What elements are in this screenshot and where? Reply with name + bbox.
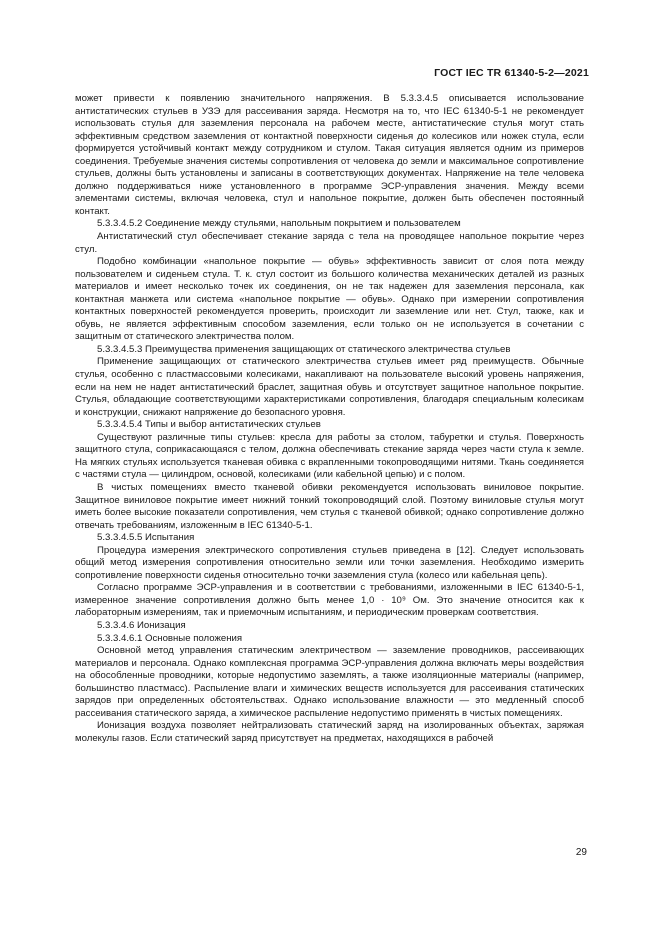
paragraph: Ионизация воздуха позволяет нейтрализовать статический заряд на изолированных объектах, заряжая молекулы газов. Если статический заряд присутствует на предметах, находящихся в рабочей (75, 720, 584, 744)
section-heading: 5.3.3.4.5.3 Преимущества применения защищающих от статического электричества стульев (97, 343, 511, 355)
paragraph: В чистых помещениях вместо тканевой обивки рекомендуется использовать виниловое покрытие. Защитное виниловое покрытие имеет нижний тонкий токопроводящий слой. Поэтому виниловые стулья могут иметь более высокие показатели сопротивления, чем стулья с тканевой обивкой; однако сопротивление должно отвечать требованиям, изложенным в IEC 61340-5-1. (75, 481, 584, 531)
paragraph: Существуют различные типы стульев: кресла для работы за столом, табуретки и стулья. Поверхность защитного стула, соприкасающаяся с телом, должна обеспечивать стекание заряда через части стула к земле. На мягких стульях используется тканевая обивка с вкрапленными токопроводящими нитями. Ткань соединяется с частями стула — цилиндром, основой, колесиками (или кабельной цепью) и с полом. (75, 431, 584, 481)
page-number: 29 (575, 847, 587, 858)
standard-header: ГОСТ IEC TR 61340-5-2—2021 (434, 67, 589, 79)
paragraph: Подобно комбинации «напольное покрытие — обувь» эффективность зависит от слоя пота между пользователем и сиденьем стула. Т. к. стул состоит из большого количества механических деталей из разных материалов и имеет несколько точек их соединения, он не так надежен для заземления персонала, как контактная манжета или система «напольное покрытие — обувь». Однако при измерении сопротивления контактных поверхностей рекомендуется проверить, происходит ли заземление или нет. Стул, также, как и обувь, не является эффективным способом заземления, если только он не используется в сочетании с защитным от статического электричества полом. (75, 256, 584, 343)
paragraph: Антистатический стул обеспечивает стекание заряда с тела на проводящее напольное покрытие через стул. (75, 231, 584, 255)
paragraph: Применение защищающих от статического электричества стульев имеет ряд преимуществ. Обычные стулья, особенно с пластмассовыми колесиками, накапливают на пользователе высокий уровень напряжения, если на нем не надет антистатический браслет, защитная обувь и отсутствует защитное напольное покрытие. Стулья, обладающие соответствующими характеристиками сопротивления, благодаря специальным колесикам и конструкции, снижают напряжение до безопасного уровня. (75, 356, 584, 418)
paragraph: Процедура измерения электрического сопротивления стульев приведена в [12]. Следует использовать общий метод измерения сопротивления относительно земли или точки заземления. Необходимо измерить сопротивление поверхности сиденья относительно точки заземления стула (колесо или кабельная цепь). (75, 544, 584, 581)
section-heading: 5.3.3.4.5.5 Испытания (97, 532, 195, 544)
section-heading: 5.3.3.4.5.4 Типы и выбор антистатических стульев (97, 419, 321, 431)
page-body (75, 93, 584, 745)
paragraph: Согласно программе ЭСР-управления и в соответствии с требованиями, изложенными в IEC 61340-5-1, измеренное значение сопротивления должно быть менее 1,0 · 10⁹ Ом. Это значение относится как к лабораторным измерениям, так и приемочным испытаниям, и периодическим проверкам соответствия. (75, 582, 584, 619)
paragraph: Основной метод управления статическим электричеством — заземление проводников, рассеивающих материалов и персонала. Однако комплексная программа ЭСР-управления должна включать меры воздействия на обособленные проводники, которые недопустимо заземлять, а также изоляционные материалы (например, большинство пластмасс). Распыление влаги и химических веществ используется для рассеивания статических зарядов при определенных обстоятельствах. Однако использование влажности — это медленный способ рассеивания статического заряда, а химическое распыление недопустимо применять в чистых помещениях. (75, 645, 584, 719)
section-heading: 5.3.3.4.5.2 Соединение между стульями, напольным покрытием и пользователем (97, 218, 461, 230)
paragraph: может привести к появлению значительного напряжения. В 5.3.3.4.5 описывается использование антистатических стульев в УЗЭ для рассеивания заряда. Несмотря на то, что IEC 61340-5-1 не рекомендует использовать стулья для заземления персонала на рабочем месте, антистатические стулья могут стать эффективным средством заземления от контактной поверхности сиденья до колесиков или ножек стула, если формируется устойчивый контакт между сотрудником и стулом. Такая ситуация является одним из примеров соединения. Требуемые значения системы сопротивления от человека до земли и максимальное сопротивление стульев, должны быть установлены и записаны в соответствующих документах. Напряжение на теле человека должно поддерживаться ниже установленного в программе ЭСР-управления значения. Между всеми элементами системы, включая человека, стул и напольное покрытие, должен быть обеспечен постоянный контакт. (75, 93, 584, 217)
section-heading: 5.3.3.4.6 Ионизация (97, 619, 186, 631)
section-heading: 5.3.3.4.6.1 Основные положения (97, 632, 243, 644)
